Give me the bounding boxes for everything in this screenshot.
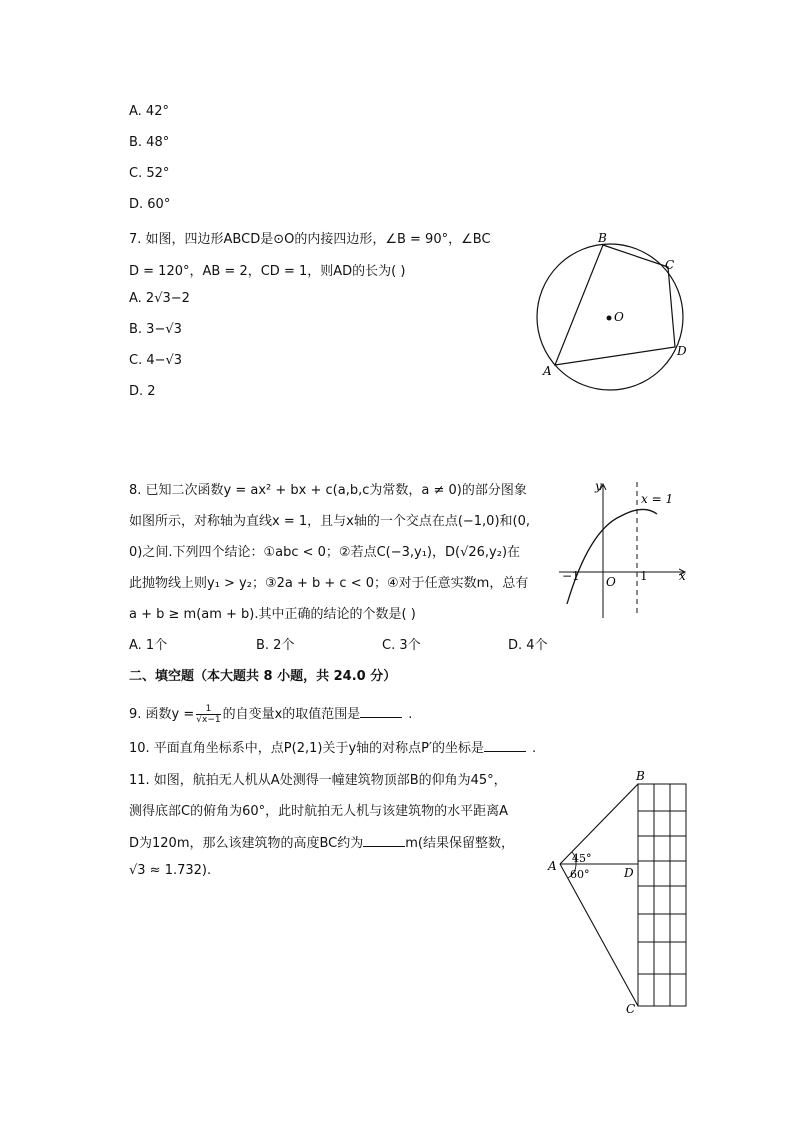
q7-label-c: C	[665, 258, 675, 272]
q8-line3: 0)之间.下列四个结论：①abc < 0；②若点C(−3,y₁)，D(√26,y₂)在	[129, 545, 521, 560]
q11-angle-60: 60°	[570, 868, 590, 881]
q9-prefix: 9. 函数y =	[129, 707, 195, 722]
q8-option-a: A. 1个	[129, 638, 168, 653]
q9-frac-num: 1	[196, 704, 220, 715]
q9-end: .	[408, 707, 413, 722]
q11-line3a: D为120m，那么该建筑物的高度BC约为	[129, 836, 364, 851]
q8-origin: O	[606, 575, 616, 589]
q8-x-label: x	[679, 569, 686, 583]
q11-label-a: A	[548, 859, 557, 873]
q11-line1: 11. 如图，航拍无人机从A处测得一幢建筑物顶部B的仰角为45°，	[129, 773, 507, 788]
q9-frac-den: √x−1	[196, 715, 221, 725]
q6-option-c: C. 52°	[129, 166, 170, 181]
q9-line	[129, 703, 412, 725]
q11-line2: 测得底部C的俯角为60°，此时航拍无人机与该建筑物的水平距离A	[129, 804, 509, 819]
q7-option-d: D. 2	[129, 384, 156, 399]
q6-option-d: D. 60°	[129, 197, 171, 212]
q7-line2: D = 120°，AB = 2，CD = 1，则AD的长为( )	[129, 264, 406, 279]
q7-label-b: B	[598, 231, 607, 245]
q8-option-c: C. 3个	[382, 638, 421, 653]
q8-axis-label: x = 1	[641, 492, 674, 506]
q8-option-d: D. 4个	[508, 638, 548, 653]
q8-tick-neg1: −1	[562, 569, 580, 583]
q8-option-b: B. 2个	[256, 638, 295, 653]
q9-answer-blank[interactable]	[360, 706, 402, 718]
q10-text: 10. 平面直角坐标系中，点P(2,1)关于y轴的对称点P′的坐标是	[129, 741, 484, 756]
q8-line5: a + b ≥ m(am + b).其中正确的结论的个数是( )	[129, 607, 416, 622]
q11-answer-blank[interactable]	[363, 835, 405, 847]
q7-option-a: A. 2√3−2	[129, 291, 190, 306]
q11-label-d: D	[624, 866, 634, 880]
q8-tick-1: 1	[640, 569, 648, 583]
q8-line1: 8. 已知二次函数y = ax² + bx + c(a,b,c为常数，a ≠ 0)的部分图象	[129, 483, 527, 498]
q6-option-b: B. 48°	[129, 135, 170, 150]
q9-fraction	[196, 704, 220, 725]
q6-option-a: A. 42°	[129, 104, 169, 119]
q11-line3b: m(结果保留整数，	[405, 836, 515, 851]
q11-angle-45: 45°	[572, 852, 592, 865]
q8-parabola-figure	[555, 470, 695, 622]
q11-building-figure	[540, 766, 700, 1020]
q7-label-o: O	[614, 310, 624, 324]
q7-option-c: C. 4−√3	[129, 353, 183, 368]
q11-label-c: C	[626, 1002, 636, 1016]
q7-label-d: D	[677, 344, 687, 358]
q8-line2: 如图所示，对称轴为直线x = 1，且与x轴的一个交点在点(−1,0)和(0,	[129, 514, 531, 529]
q8-line4: 此抛物线上则y₁ > y₂；③2a + b + c < 0；④对于任意实数m，总有	[129, 576, 529, 591]
section2-heading: 二、填空题（本大题共 8 小题，共 24.0 分）	[129, 669, 397, 684]
q11-label-b: B	[636, 769, 645, 783]
q7-label-a: A	[543, 364, 552, 378]
q10-line	[129, 737, 536, 756]
q9-suffix: 的自变量x的取值范围是	[222, 707, 361, 722]
q10-answer-blank[interactable]	[484, 740, 526, 752]
q11-line4: √3 ≈ 1.732).	[129, 863, 212, 878]
q10-end: .	[531, 741, 537, 756]
q8-y-label: y	[595, 479, 602, 493]
q7-line1: 7. 如图，四边形ABCD是⊙O的内接四边形，∠B = 90°，∠BC	[129, 232, 491, 247]
q7-circle-figure	[525, 225, 695, 395]
q7-option-b: B. 3−√3	[129, 322, 182, 337]
q11-line3	[129, 832, 514, 851]
